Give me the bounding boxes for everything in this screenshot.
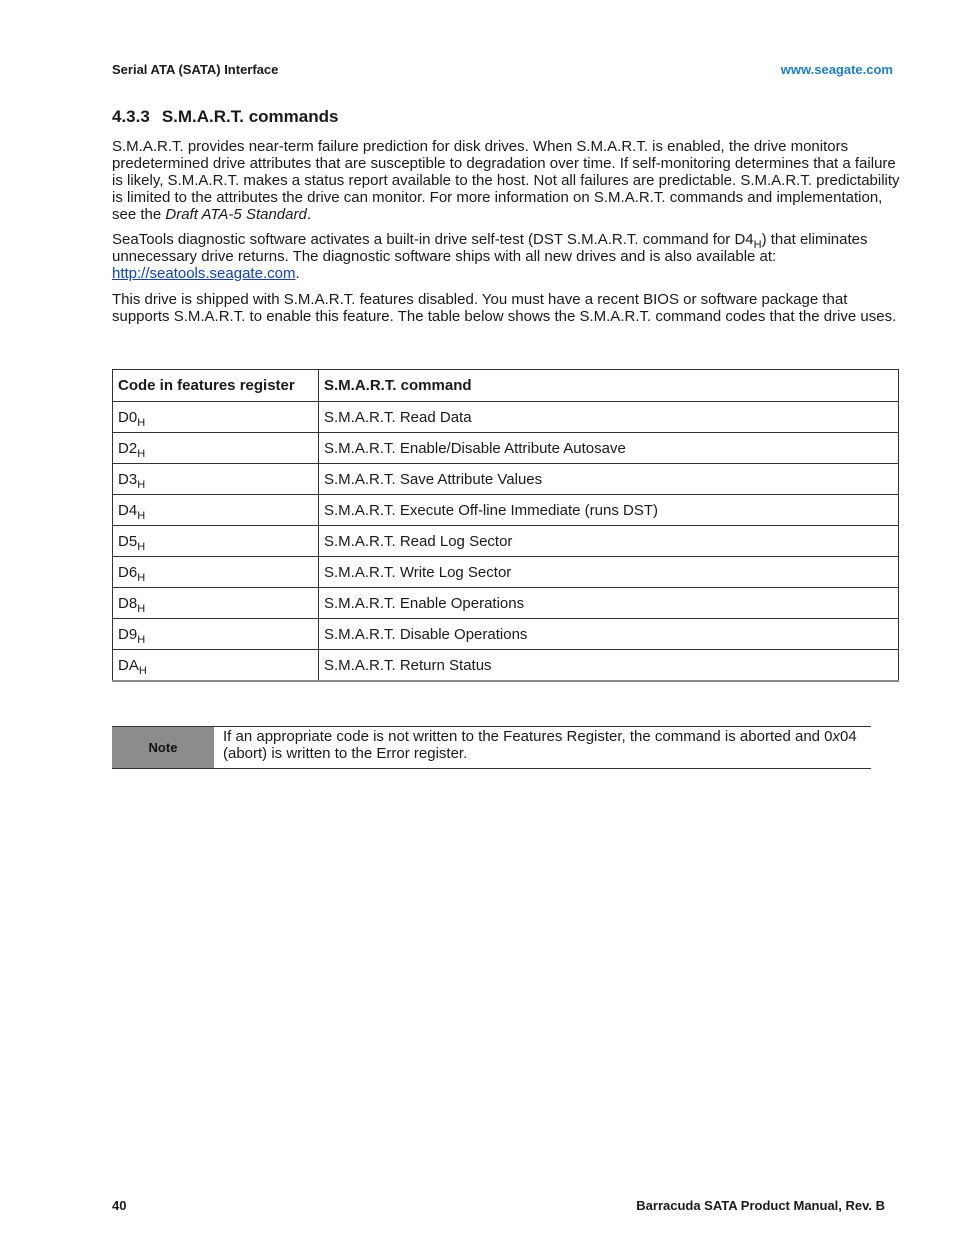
- command-name-cell: S.M.A.R.T. Disable Operations: [319, 619, 899, 650]
- table-row: [113, 433, 899, 464]
- column-header-command: S.M.A.R.T. command: [319, 370, 899, 402]
- command-name-cell: S.M.A.R.T. Enable/Disable Attribute Autosave: [319, 433, 899, 464]
- note-label: Note: [112, 727, 214, 768]
- note-hex-prefix: x: [832, 728, 841, 745]
- command-name-cell: S.M.A.R.T. Return Status: [319, 650, 899, 682]
- note-text: [214, 727, 871, 768]
- command-code-cell: [113, 433, 319, 464]
- paragraph-text: ) that eliminates unnecessary drive returns. The diagnostic software ships with all new drives and is also available at:: [112, 231, 868, 265]
- table-row: [113, 495, 899, 526]
- seatools-link[interactable]: http://seatools.seagate.com: [112, 265, 296, 282]
- hex-subscript: H: [137, 416, 146, 429]
- table-row: [113, 650, 899, 682]
- smart-command-table: [112, 369, 899, 682]
- section-title: S.M.A.R.T. commands: [161, 107, 339, 126]
- command-code: D0: [118, 408, 138, 426]
- command-code-cell: [113, 464, 319, 495]
- paragraph-text: S.M.A.R.T. provides near-term failure prediction for disk drives. When S.M.A.R.T. is enabled, the drive monitors predetermined drive attributes that are susceptible to degradation over time. If self-monitoring determines that a failure is likely, S.M.A.R.T. makes a status report available to the host. Not all failures are predictable. S.M.A.R.T. predictability is limited to the attributes the drive can monitor. For more information on S.M.A.R.T. commands and implementation, see the: [112, 138, 900, 223]
- page-number: 40: [112, 1198, 127, 1213]
- command-code-cell: [113, 650, 319, 682]
- command-code: D4: [118, 501, 138, 519]
- command-name-cell: S.M.A.R.T. Read Log Sector: [319, 526, 899, 557]
- table-row: [113, 464, 899, 495]
- hex-subscript: H: [137, 447, 146, 460]
- command-name-cell: S.M.A.R.T. Read Data: [319, 402, 899, 433]
- paragraph-punctuation: .: [295, 265, 300, 282]
- section-heading: [112, 107, 338, 127]
- command-code: D9: [118, 625, 138, 643]
- footer-manual-title: Barracuda SATA Product Manual, Rev. B: [636, 1198, 885, 1213]
- hex-subscript: H: [137, 633, 146, 646]
- command-code-cell: [113, 402, 319, 433]
- table-row: [113, 402, 899, 433]
- command-code-cell: [113, 619, 319, 650]
- command-code-cell: [113, 588, 319, 619]
- command-name-cell: S.M.A.R.T. Enable Operations: [319, 588, 899, 619]
- hex-subscript: H: [138, 664, 147, 677]
- command-name-cell: S.M.A.R.T. Write Log Sector: [319, 557, 899, 588]
- command-code: D3: [118, 470, 138, 488]
- note-text-part: 04 (abort) is written to the Error register.: [223, 728, 857, 762]
- hex-subscript: H: [137, 540, 146, 553]
- column-header-code: Code in features register: [113, 370, 319, 402]
- table-header-row: [113, 370, 899, 402]
- command-code: D8: [118, 594, 138, 612]
- command-name-cell: S.M.A.R.T. Save Attribute Values: [319, 464, 899, 495]
- command-code: D6: [118, 563, 138, 581]
- command-code-cell: [113, 495, 319, 526]
- command-code: D2: [118, 439, 138, 457]
- table-row: [113, 557, 899, 588]
- command-code: D5: [118, 532, 138, 550]
- running-header-title: Serial ATA (SATA) Interface: [112, 62, 279, 77]
- note-box: [112, 726, 871, 769]
- paragraph-text: SeaTools diagnostic software activates a built-in drive self-test (DST S.M.A.R.T. command for D4: [112, 231, 754, 248]
- command-code: DA: [118, 656, 139, 674]
- command-name-cell: S.M.A.R.T. Execute Off-line Immediate (runs DST): [319, 495, 899, 526]
- hex-subscript: H: [753, 239, 762, 251]
- note-text-part: If an appropriate code is not written to the Features Register, the command is aborted and 0: [223, 728, 833, 745]
- table-row: [113, 526, 899, 557]
- paragraph-seatools: [112, 231, 900, 282]
- section-number: 4.3.3: [112, 107, 150, 126]
- standard-reference: Draft ATA-5 Standard: [165, 206, 307, 223]
- hex-subscript: H: [137, 478, 146, 491]
- hex-subscript: H: [137, 602, 146, 615]
- table-row: [113, 588, 899, 619]
- table-row: [113, 619, 899, 650]
- hex-subscript: H: [137, 571, 146, 584]
- command-code-cell: [113, 557, 319, 588]
- header-website-link[interactable]: www.seagate.com: [780, 62, 893, 77]
- paragraph-punctuation: .: [306, 206, 311, 223]
- paragraph-smart-intro: [112, 138, 900, 223]
- hex-subscript: H: [137, 509, 146, 522]
- command-code-cell: [113, 526, 319, 557]
- paragraph-smart-disabled: This drive is shipped with S.M.A.R.T. features disabled. You must have a recent BIOS or software package that supports S.M.A.R.T. to enable this feature. The table below shows the S.M.A.R.T. command codes that the drive uses.: [112, 291, 897, 325]
